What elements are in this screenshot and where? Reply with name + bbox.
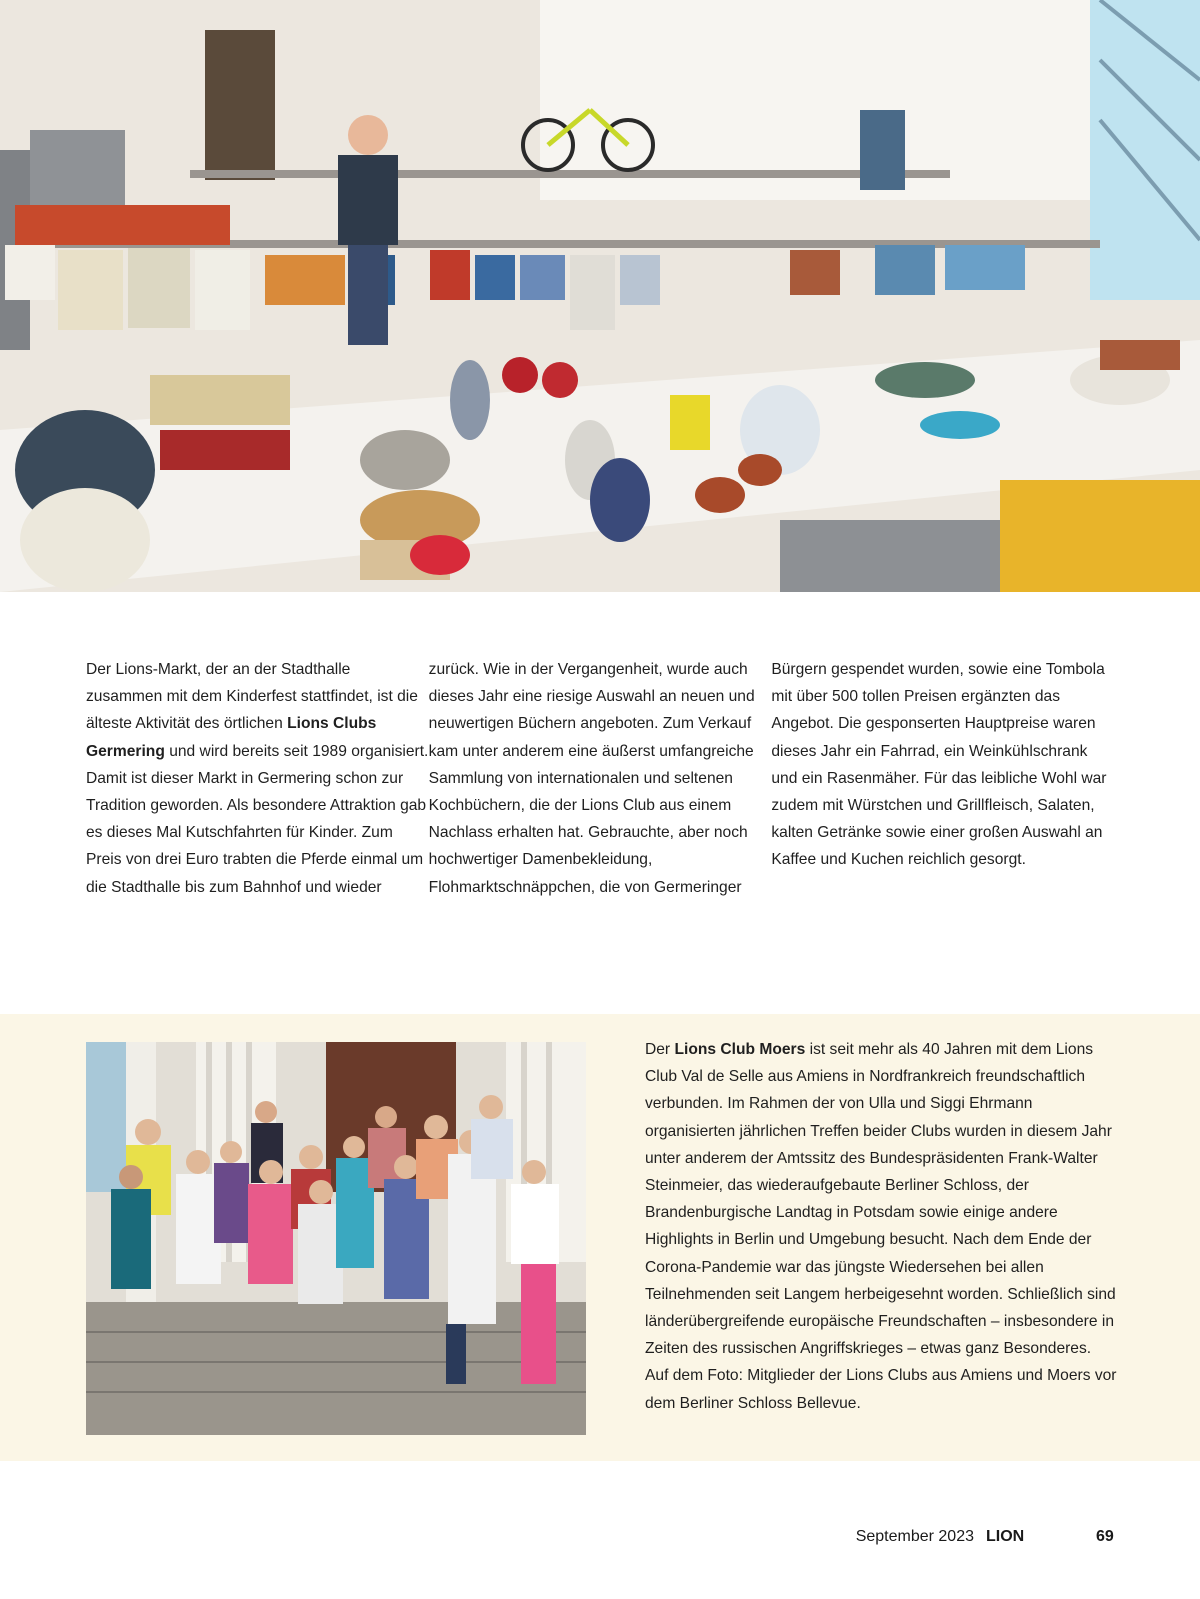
- text-run: Der Lions-Markt, der an der Stadthalle zusammen mit dem Kinderfest stattfindet, ist die älteste Aktivität des örtlichen: [86, 661, 418, 733]
- photo-caption: Auf dem Foto: Mitglieder der Lions Clubs aus Amiens und Moers vor dem Berliner Schloss Bellevue.: [645, 1367, 1117, 1412]
- page-footer: [0, 1528, 1200, 1552]
- info-box-text: [645, 1036, 1125, 1417]
- text-run: Der: [645, 1041, 675, 1058]
- club-name-bold: Lions Club Moers: [674, 1041, 806, 1058]
- article-paragraph: zurück. Wie in der Vergangenheit, wurde auch dieses Jahr eine riesige Auswahl an neuen und neuwertigen Büchern angeboten. Zum Verkauf kam unter anderem eine äußerst umfangreiche Sammlung von internationalen und seltenen Kochbüchern, die der Lions Club aus einem Nachlass erhalten hat. Gebrauchte, aber noch hochwertiger Damenbekleidung, Flohmarktschnäppchen, die von Germeringer: [428, 661, 755, 896]
- text-run: und wird bereits seit 1989 organisiert. Damit ist dieser Markt in Germering schon zur Tradition geworden. Als besondere Attraktion gab es dieses Mal Kutschfahrten für Kinder. Zum Preis von drei Euro trabten die Pferde einmal um die Stadthalle bis zum Bahnhof und wieder: [86, 742, 429, 896]
- article-body: [86, 656, 1114, 901]
- article-paragraph: Bürgern gespendet wurden, sowie eine Tombola mit über 500 tollen Preisen ergänzten das Angebot. Die gesponserten Hauptpreise waren dieses Jahr ein Fahrrad, ein Weinkühlschrank und ein Rasenmäher. Für das leibliche Wohl war zudem mit Würstchen und Grillfleisch, Salaten, kalten Getränke sowie einer großen Auswahl an Kaffee und Kuchen reichlich gesorgt.: [771, 661, 1107, 869]
- page-number: 69: [1096, 1528, 1114, 1545]
- magazine-brand: LION: [986, 1528, 1025, 1545]
- hero-photo: [0, 0, 1200, 592]
- article-column-2: [429, 656, 772, 901]
- club-name-bold: Lions Clubs Germering: [86, 715, 377, 760]
- group-photo: [86, 1042, 586, 1435]
- text-run: ist seit mehr als 40 Jahren mit dem Lions Club Val de Selle aus Amiens in Nordfrankreich freundschaftlich verbunden. Im Rahmen der von Ulla und Siggi Ehrmann organisierten jährlichen Treffen beider Clubs wurden in diesem Jahr unter anderem der Amtssitz des Bundespräsidenten Frank-Walter Steinmeier, das wiederaufgebaute Berliner Schloss, der Brandenburgische Landtag in Potsdam sowie einige andere Highlights in Berlin und Umgebung besucht. Nach dem Ende der Corona-Pandemie war das jüngste Wiedersehen bei allen Teilnehmenden seit Langem herbeigesehnt worden. Schließlich sind länderübergreifende europäische Freundschaften – insbesondere in Zeiten des russischen Angriffskrieges – etwas ganz Besonderes.: [645, 1041, 1116, 1358]
- article-paragraph: [86, 656, 429, 901]
- info-paragraph: [645, 1036, 1125, 1362]
- issue-date: September 2023: [855, 1528, 974, 1545]
- article-column-1: [86, 656, 429, 901]
- article-column-3: [771, 656, 1114, 901]
